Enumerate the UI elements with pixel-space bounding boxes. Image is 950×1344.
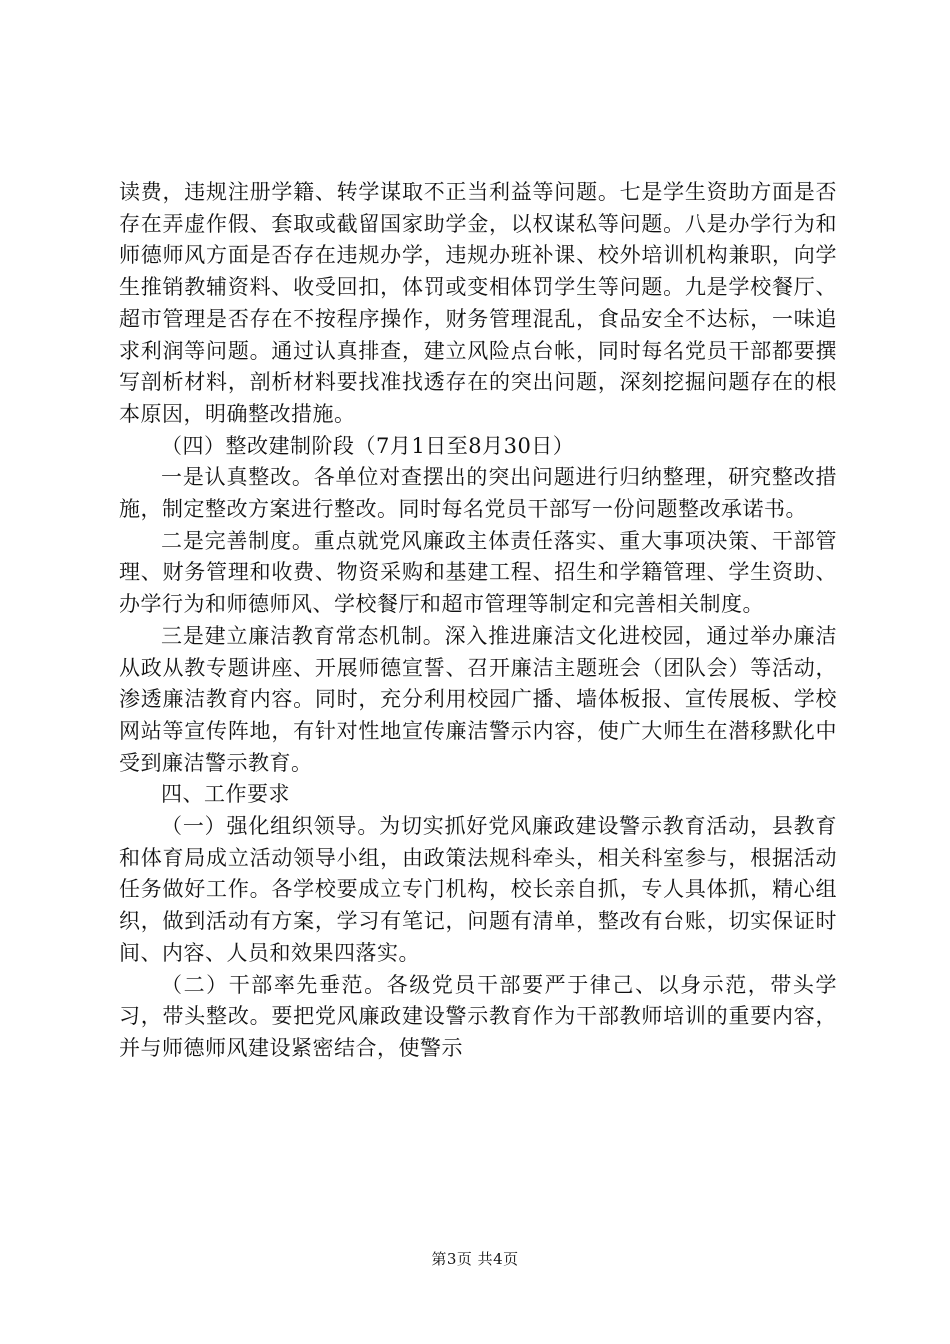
- paragraph-rectify: 一是认真整改。各单位对查摆出的突出问题进行归纳整理，研究整改措施，制定整改方案进行整改。同时每名党员干部写一份问题整改承诺书。: [119, 465, 837, 522]
- paragraph-cadres-lead: （二）干部率先垂范。各级党员干部要严于律己、以身示范，带头学习，带头整改。要把党风廉政建设警示教育作为干部教师培训的重要内容，并与师德师风建设紧密结合，使警示: [119, 972, 837, 1060]
- paragraph-organization-leadership: （一）强化组织领导。为切实抓好党风廉政建设警示教育活动，县教育和体育局成立活动领导小组，由政策法规科牵头，相关科室参与，根据活动任务做好工作。各学校要成立专门机构，校长亲自抓，专人具体抓，精心组织，做到活动有方案，学习有笔记，问题有清单，整改有台账，切实保证时间、内容、人员和效果四落实。: [119, 814, 837, 965]
- paragraph-item-violations: 读费，违规注册学籍、转学谋取不正当利益等问题。七是学生资助方面是否存在弄虚作假、套取或截留国家助学金，以权谋私等问题。八是办学行为和师德师风方面是否存在违规办学，违规办班补课、校外培训机构兼职，向学生推销教辅资料、收受回扣，体罚或变相体罚学生等问题。九是学校餐厅、超市管理是否存在不按程序操作，财务管理混乱，食品安全不达标，一味追求利润等问题。通过认真排查，建立风险点台帐，同时每名党员干部都要撰写剖析材料，剖析材料要找准找透存在的突出问题，深刻挖掘问题存在的根本原因，明确整改措施。: [119, 180, 837, 426]
- paragraph-integrity-education: 三是建立廉洁教育常态机制。深入推进廉洁文化进校园，通过举办廉洁从政从教专题讲座、开展师德宣誓、召开廉洁主题班会（团队会）等活动，渗透廉洁教育内容。同时，充分利用校园广播、墙体板报、宣传展板、学校网站等宣传阵地，有针对性地宣传廉洁警示内容，使广大师生在潜移默化中受到廉洁警示教育。: [119, 623, 837, 775]
- paragraph-improve-systems: 二是完善制度。重点就党风廉政主体责任落实、重大事项决策、干部管理、财务管理和收费、物资采购和基建工程、招生和学籍管理、学生资助、办学行为和师德师风、学校餐厅和超市管理等制定和完善相关制度。: [119, 528, 837, 617]
- section-heading-rectification-phase: （四）整改建制阶段（7月1日至8月30日）: [161, 433, 575, 458]
- page-number-footer: 第3页 共4页: [431, 1250, 519, 1268]
- section-heading-work-requirements: 四、工作要求: [161, 782, 290, 807]
- document-body: [119, 177, 837, 1065]
